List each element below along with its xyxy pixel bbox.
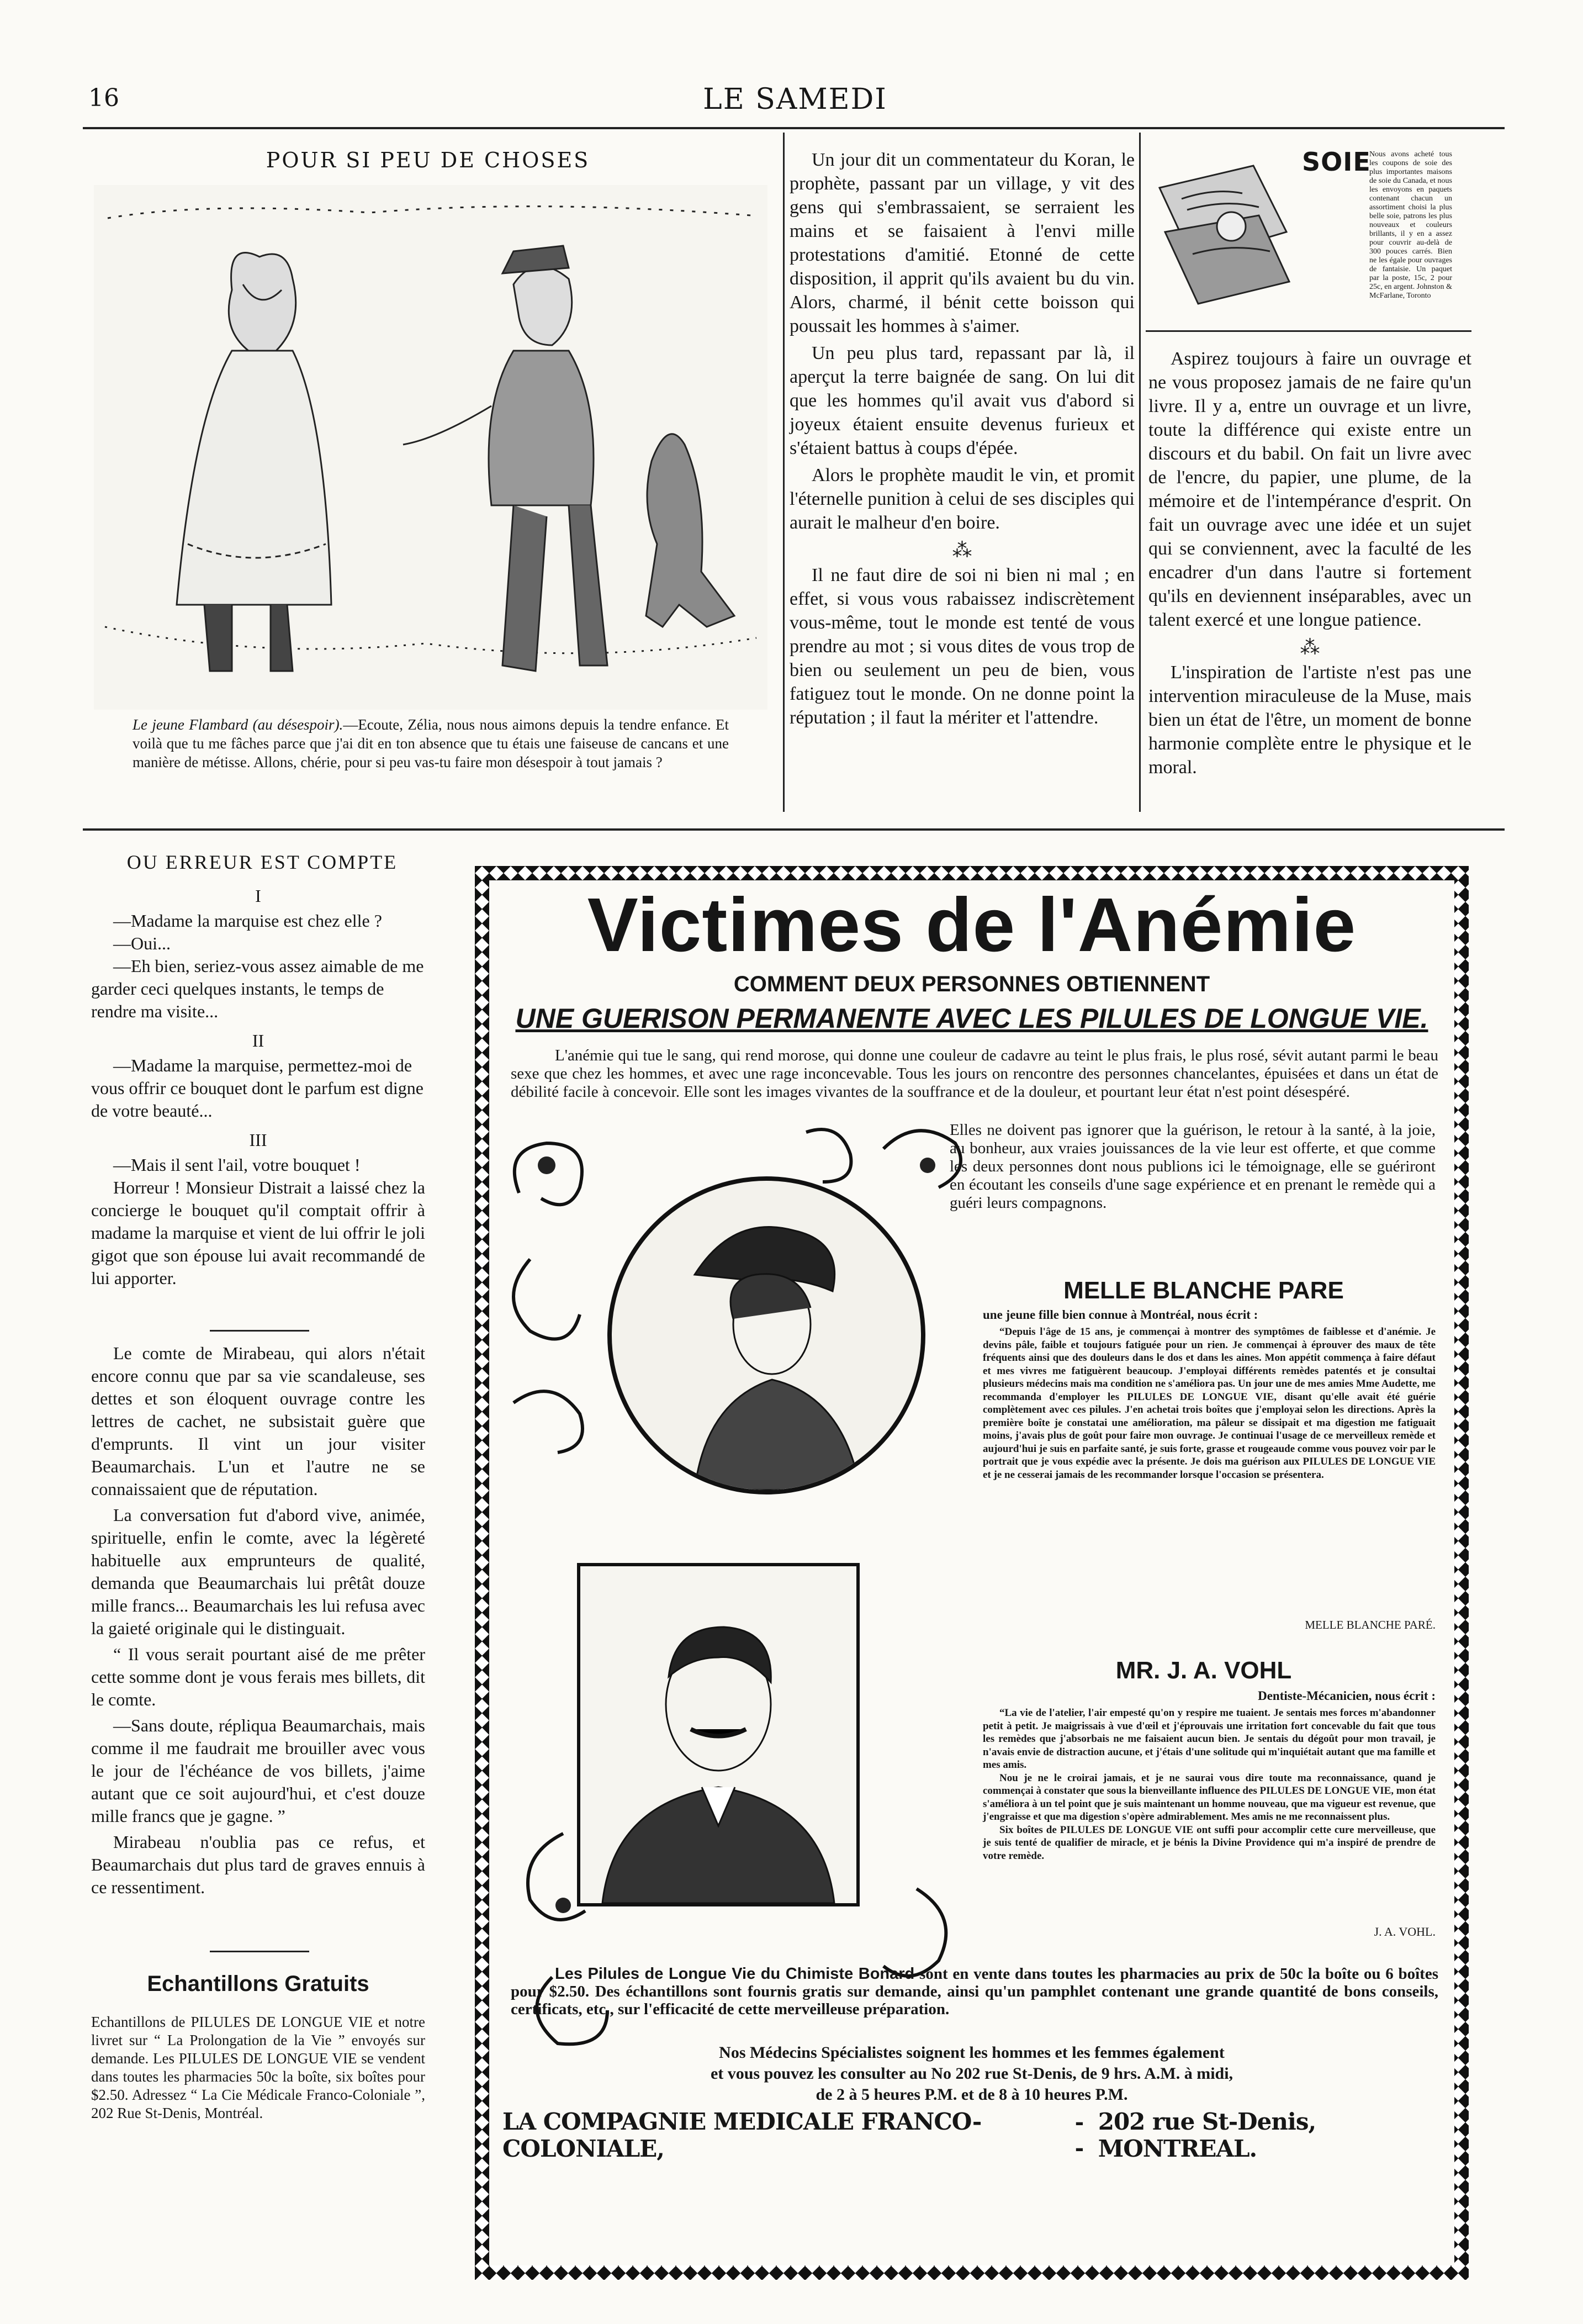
mirabeau-paragraph: La conversation fut d'abord vive, animée, spirituelle, enfin le comte, avec la légèreté habituelle aux emprunteurs de qualité, demanda que Beaumarchais lui prêtât douze mille francs... Beaumarchais les lui refusa avec la gaieté originale qui le distinguait.: [91, 1505, 425, 1638]
ad-intro-right: Elles ne doivent pas ignorer que la guérison, le retour à la santé, à la joie, au bonheur, aux vraies jouissances de la vie leur est offerte, et que comme les deux personnes dont nous publions ici le témoignage, elle se guériront en écoutant les conseils d'une sage expérience et en prenant le remède qui a guéri leurs compagnons.: [950, 1121, 1436, 1212]
koran-column: [790, 148, 1135, 733]
cartoon-caption: [133, 715, 729, 772]
cartoon-illustration: [94, 185, 767, 710]
dialogue-line: —Madame la marquise, permettez-moi de vous offrir ce bouquet dont le parfum est digne de votre beauté...: [91, 1055, 423, 1121]
ad-footer-doctors: Nos Médecins Spécialistes soignent les hommes et les femmes également: [719, 2043, 1225, 2062]
erreur-title: OU ERREUR EST COMPTE: [126, 851, 398, 873]
mirabeau-paragraph: “ Il vous serait pourtant aisé de me prêter cette somme dont je vous ferais mes billets, dit le comte.: [91, 1644, 425, 1709]
section-numeral: II: [252, 1031, 264, 1050]
separator-stars: ⁂: [1300, 636, 1320, 658]
mirabeau-column: [91, 1342, 425, 1902]
koran-paragraph: Un jour dit un commentateur du Koran, le prophète, passant par un village, y vit des gens qui s'embrassaient, se serraient les mains et se faisaient à l'envi mille protestations d'amitié. Etonné de cette disposition, il apprit qu'ils avaient bu du vin. Alors, charmé, il bénit cette boisson qui poussait les hommes à s'aimer.: [790, 150, 1135, 336]
echantillons-text: Echantillons de PILULES DE LONGUE VIE et notre livret sur “ La Prolongation de la Vie ” envoyés sur demande. Les PILULES DE LONGUE VIE se vendent dans toutes les pharmacies 50c la boîte, six boîtes pour $2.50. Adressez “ La Cie Médicale Franco-Coloniale ”, 202 Rue St-Denis, Montréal.: [91, 2014, 425, 2121]
ad-footer-sales-text: sont en vente dans toutes les pharmacies au prix de 50c la boîte ou 6 boîtes pour $2.50. Des échantillons sont fournis gratis sur demande, ainsi qu'un pamphlet contenant une grande quantité de bons conseils, certificats, etc., sur l'efficacité de cette merveilleuse préparation.: [511, 1965, 1438, 2018]
company-address: 202 rue St-Denis, MONTREAL.: [1098, 2108, 1316, 2162]
testimonial-2-paragraph: Nou je ne le croirai jamais, et je ne saurai vous dire toute ma reconnaissance, quand je commençai à constater que sous la bienveillante influence des PILULES DE LONGUE VIE, mon état s'améliora à un tel point que je suis maintenant un homme nouveau, que ma vigueur est revenue, que j'engraisse et que ma digestion s'opère admirablement. Mes amis ne me reconnaissent plus.: [983, 1772, 1436, 1823]
short-rule: [210, 1951, 309, 1952]
koran-paragraph: Il ne faut dire de soi ni bien ni mal ; en effet, si vous vous rabaissez indiscrètement vous-même, tout le monde est tenté de vous prendre au mot ; si vous dites de vous trop de bien ou seulement un peu de bien, vous fatiguez tout le monde. On ne donne point la réputation ; il faut la mériter et l'attendre.: [790, 565, 1135, 728]
ad-footer-consult: et vous pouvez les consulter au No 202 rue St-Denis, de 9 hrs. A.M. à midi,: [710, 2064, 1233, 2083]
ad-footer-hours: de 2 à 5 heures P.M. et de 8 à 10 heures P.M.: [816, 2085, 1128, 2104]
dialogue-line: —Eh bien, seriez-vous assez aimable de me garder ceci quelques instants, le temps de rendre ma visite...: [91, 956, 424, 1021]
ad-footer-product: Les Pilules de Longue Vie du Chimiste Bonard: [555, 1965, 915, 1983]
dialogue-line: —Madame la marquise est chez elle ?: [113, 911, 382, 931]
mirabeau-paragraph: —Sans doute, répliqua Beaumarchais, mais comme il me faudrait me brouiller avec vous le jour de l'échéance de vos billets, j'aime autant que ce soit aujourd'hui, et c'est douze mille francs que je gagne. ”: [91, 1715, 425, 1826]
short-rule: [210, 1330, 309, 1332]
ad-subhead: COMMENT DEUX PERSONNES OBTIENNENT: [733, 972, 1210, 996]
echantillons-title: Echantillons Gratuits: [147, 1972, 369, 1996]
cartoon-title: POUR SI PEU DE CHOSES: [266, 148, 590, 172]
testimonial-1-signature: MELLE BLANCHE PARÉ.: [1305, 1618, 1436, 1631]
ouvrage-paragraph: Aspirez toujours à faire un ouvrage et ne vous proposez jamais de ne faire qu'un livre. Il y a, entre un ouvrage et un livre, toute la différence qui existe entre un discours et du babil. On fait un livre avec de l'encre, du papier, une plume, de la mémoire et de l'intempérance d'esprit. On fait un ouvrage avec une idée et un sujet qui se conviennent, avec la faculté de les encadrer d'un dans l'autre si fortement qu'ils en deviennent inséparables, avec un talent exercé et une longue patience.: [1148, 348, 1471, 630]
journal-title: LE SAMEDI: [703, 83, 887, 116]
page-number: 16: [88, 84, 119, 112]
testimonial-2-name: MR. J. A. VOHL: [1115, 1657, 1292, 1684]
section-rule: [83, 828, 1505, 831]
column-rule: [783, 133, 785, 812]
ad-tagline: UNE GUERISON PERMANENTE AVEC LES PILULES DE LONGUE VIE.: [515, 1003, 1428, 1034]
portrait-man: [577, 1563, 860, 1906]
testimonial-1-intro: une jeune fille bien connue à Montréal, nous écrit :: [983, 1308, 1258, 1322]
ouvrage-paragraph: L'inspiration de l'artiste n'est pas une intervention miraculeuse de la Muse, mais bien un état de l'être, un moment de bonne harmonie complète entre le physique et le moral.: [1148, 662, 1471, 778]
ad-company-line: [502, 2108, 1441, 2162]
dialogue-line: —Mais il sent l'ail, votre bouquet !: [113, 1155, 361, 1175]
soie-rule: [1146, 330, 1471, 332]
testimonial-2-intro: Dentiste-Mécanicien, nous écrit :: [1258, 1689, 1436, 1703]
testimonial-2-paragraph: Six boîtes de PILULES DE LONGUE VIE ont suffi pour accomplir cette cure merveilleuse, que je suis tenté de qualifier de miracle, et je bénis la Divine Providence qui m'a inspiré de prendre de votre remède.: [983, 1824, 1436, 1862]
section-numeral: I: [255, 886, 261, 906]
ad-headline: Victimes de l'Anémie: [587, 883, 1357, 968]
koran-paragraph: Un peu plus tard, repassant par là, il aperçut la terre baignée de sang. On lui dit que les hommes qu'il avait vus d'abord si joyeux étaient ensuite devenus furieux et s'étaient battus à coups d'épée.: [790, 343, 1135, 458]
column-rule: [1139, 133, 1141, 812]
testimonial-2-text: [983, 1707, 1436, 1862]
cartoon-caption-text: —Ecoute, Zélia, nous nous aimons depuis la tendre enfance. Et voilà que tu me fâches parce que j'ai dit en ton absence que tu étais une faiseuse de cancans et une manière de métisse. Allons, chérie, pour si peu vas-tu faire mon désespoir à tout jamais ?: [133, 716, 729, 770]
portrait-woman: [607, 1176, 925, 1494]
testimonial-1-name: MELLE BLANCHE PARE: [1063, 1277, 1344, 1304]
mirabeau-paragraph: Le comte de Mirabeau, qui alors n'était encore connu que par sa vie scandaleuse, ses dettes et son éloquent ouvrage contre les lettres de cachet, ne subsistait guère que d'emprunts. Il vint un jour visiter Beaumarchais. L'un et l'autre ne se connaissaient que de réputation.: [91, 1343, 425, 1499]
dialogue-line: —Oui...: [113, 933, 171, 953]
erreur-column: [91, 878, 425, 1293]
koran-paragraph: Alors le prophète maudit le vin, et promit l'éternelle punition à celui de ses disciples qui aurait le malheur d'en boire.: [790, 465, 1135, 533]
testimonial-2-paragraph: “La vie de l'atelier, l'air empesté qu'on y respire me tuaient. Je sentais mes forces m'abandonner petit à petit. Je maigrissais à vue d'œil et j'éprouvais une irritation fort concevable du fait que tous les remèdes que j'absorbais ne me faisaient aucun bien. Je sentais du dégoût pour mon travail, je n'avais envie de distraction aucune, et j'étais d'une solitude qui m'inquiétait autant que ma famille et mes amis.: [983, 1707, 1436, 1771]
header-rule: [83, 127, 1505, 129]
testimonial-1-text: “Depuis l'âge de 15 ans, je commençai à montrer des symptômes de faiblesse et d'anémie. Je devins pâle, faible et toujours fatiguée pour un rien. Je commençai à éprouver des maux de tête fréquents ainsi que des douleurs dans le dos et dans les aines. Mon appétit commença à faire défaut et mes vivres me fatiguèrent beaucoup. J'employai différents remèdes patentés et je consultai plusieurs médecins mais ma condition ne s'améliora pas. Un jour une de mes amies Mme Audette, me recommanda d'employer les PILULES DE LONGUE VIE, disant qu'elle avait été guérie complètement avec ces pilules. J'en achetai trois boîtes que j'employai selon les directions. Après la première boîte je constatai une amélioration, ma pâleur se dissipait et ma digestion me fatiguait moins, j'avais plus de goût pour faire mon ouvrage. Je continuai l'usage de ce merveilleux remède et aujourd'hui je suis en parfaite santé, je suis forte, grasse et rougeaude comme vous pouvez voir par le portrait que je vous expédie avec la présente. Je dois ma guérison aux PILULES DE LONGUE VIE et je ne cesserai jamais de les recommander lorsque l'occasion se présentera.: [983, 1326, 1436, 1481]
separator-stars: ⁂: [952, 539, 972, 561]
soie-heading: SOIE: [1302, 147, 1371, 177]
ouvrage-column: [1148, 347, 1471, 783]
mirabeau-paragraph: Mirabeau n'oublia pas ce refus, et Beaumarchais dut plus tard de graves ennuis à ce ressentiment.: [91, 1832, 425, 1897]
company-name: LA COMPAGNIE MEDICALE FRANCO-COLONIALE,: [502, 2108, 982, 2162]
company-separator: - -: [1074, 2109, 1084, 2161]
testimonial-2-signature: J. A. VOHL.: [1374, 1925, 1436, 1939]
soie-text: Nous avons acheté tous les coupons de soie des plus importantes maisons de soie du Canada, et nous les envoyons en paquets contenant chacun un assortiment choisi la plus belle soie, patrons les plus nouveaux et couleurs brillants, il y en a assez pour couvrir au-delà de 300 pouces carrés. Bien ne les égale pour ouvrages de fantaisie. Un paquet par la poste, 15c, 2 pour 25c, en argent. Johnston & McFarlane, Toronto: [1369, 150, 1452, 300]
silk-bundle-illustration: [1148, 155, 1298, 315]
cartoon-caption-speaker: Le jeune Flambard (au désespoir).: [133, 716, 343, 733]
section-numeral: III: [249, 1130, 267, 1150]
ad-intro: L'anémie qui tue le sang, qui rend morose, qui donne une couleur de cadavre au teint le plus frais, le plus rosé, sévit autant parmi le beau sexe que chez les hommes, et avec une rage inconcevable. Tous les jours on rencontre des personnes chancelantes, épuisées et dans un état de débilité facile à concevoir. Elle sont les images vivantes de la souffrance et de la douleur, et pourtant leur état n'est point désespéré.: [511, 1047, 1438, 1101]
soie-ad: [1148, 145, 1458, 321]
erreur-paragraph: Horreur ! Monsieur Distrait a laissé chez la concierge le bouquet qu'il comptait offrir à madame la marquise et vient de lui offrir le joli gigot que son épouse lui avait recommandé de lui apporter.: [91, 1177, 425, 1288]
ad-footer-sales: [511, 1965, 1438, 2018]
